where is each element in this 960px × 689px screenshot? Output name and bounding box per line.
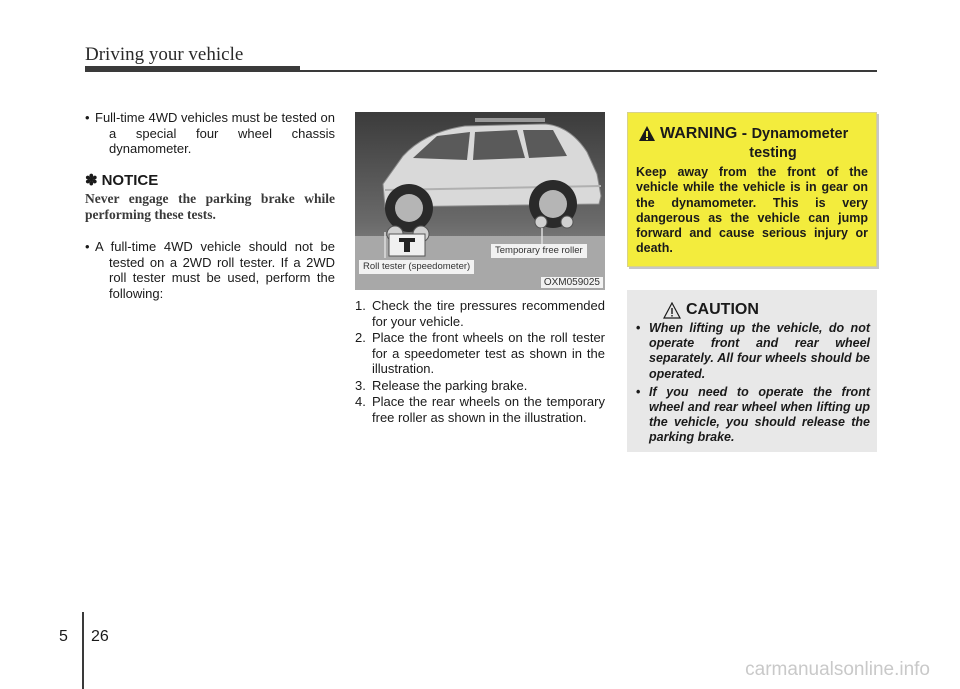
caution-item: • When lifting up the vehicle, do not operate front and rear wheel separately. All four wheels should be operated.	[635, 321, 870, 382]
caution-box	[627, 290, 877, 452]
step-item	[355, 378, 605, 394]
warning-body: Keep away from the front of the vehicle while the vehicle is in gear on the dynamometer. This is very dangerous as the vehicle can jump forward and cause serious injury or death.	[636, 165, 868, 256]
bullet-text: • Full-time 4WD vehicles must be tested on a special four wheel chassis dynamometer.	[95, 110, 335, 156]
header-rule	[85, 70, 877, 72]
step-item	[355, 298, 605, 329]
bullet-2wd-roll-tester	[85, 239, 335, 301]
footer-divider	[82, 612, 84, 689]
page-number: 26	[91, 628, 109, 645]
chapter-number: 5	[59, 628, 68, 645]
step-text: Check the tire pressures recommended for your vehicle.	[372, 298, 605, 329]
step-number: 3.	[355, 377, 366, 393]
step-text: Release the parking brake.	[372, 377, 528, 393]
step-number: 1.	[355, 298, 366, 313]
page-header-title: Driving your vehicle	[85, 44, 244, 65]
figure-code: OXM059025	[541, 277, 603, 288]
caution-triangle-icon	[663, 302, 681, 319]
notice-heading-text: NOTICE	[101, 171, 159, 189]
label-roll-tester: Roll tester (speedometer)	[359, 260, 474, 274]
left-column	[85, 110, 335, 317]
warning-title	[660, 125, 848, 143]
bullet-4wd-testing	[85, 110, 335, 157]
steps-column	[355, 298, 605, 426]
notice-body: Never engage the parking brake while performing these tests.	[85, 191, 335, 222]
caution-item: • If you need to operate the front wheel and rear wheel when lifting up the vehicle, you should release the parking brake.	[635, 385, 870, 446]
warning-subtitle: Dynamometer	[751, 126, 849, 142]
label-temporary-free-roller: Temporary free roller	[491, 244, 587, 258]
step-text: Place the rear wheels on the temporary free roller as shown in the illustration.	[372, 394, 605, 425]
warning-title-text: WARNING -	[660, 125, 748, 142]
step-text: Place the front wheels on the roll tester for a speedometer test as shown in the illustration.	[372, 330, 605, 376]
notice-symbol-icon: ✽	[85, 171, 98, 189]
bullet-text: • A full-time 4WD vehicle should not be tested on a 2WD roll tester. If a 2WD roll tester must be used, perform the following:	[95, 239, 335, 301]
warning-triangle-icon	[638, 125, 656, 142]
dynamometer-illustration	[355, 112, 605, 290]
caution-title: CAUTION	[686, 301, 759, 318]
warning-box	[627, 112, 877, 267]
watermark: carmanualsonline.info	[745, 659, 930, 680]
warning-subtitle-line2: testing	[749, 145, 797, 161]
caution-list	[635, 321, 870, 449]
step-number: 4.	[355, 394, 366, 409]
step-item	[355, 394, 605, 425]
notice-heading	[85, 173, 335, 189]
step-number: 2.	[355, 330, 366, 345]
step-item	[355, 330, 605, 377]
